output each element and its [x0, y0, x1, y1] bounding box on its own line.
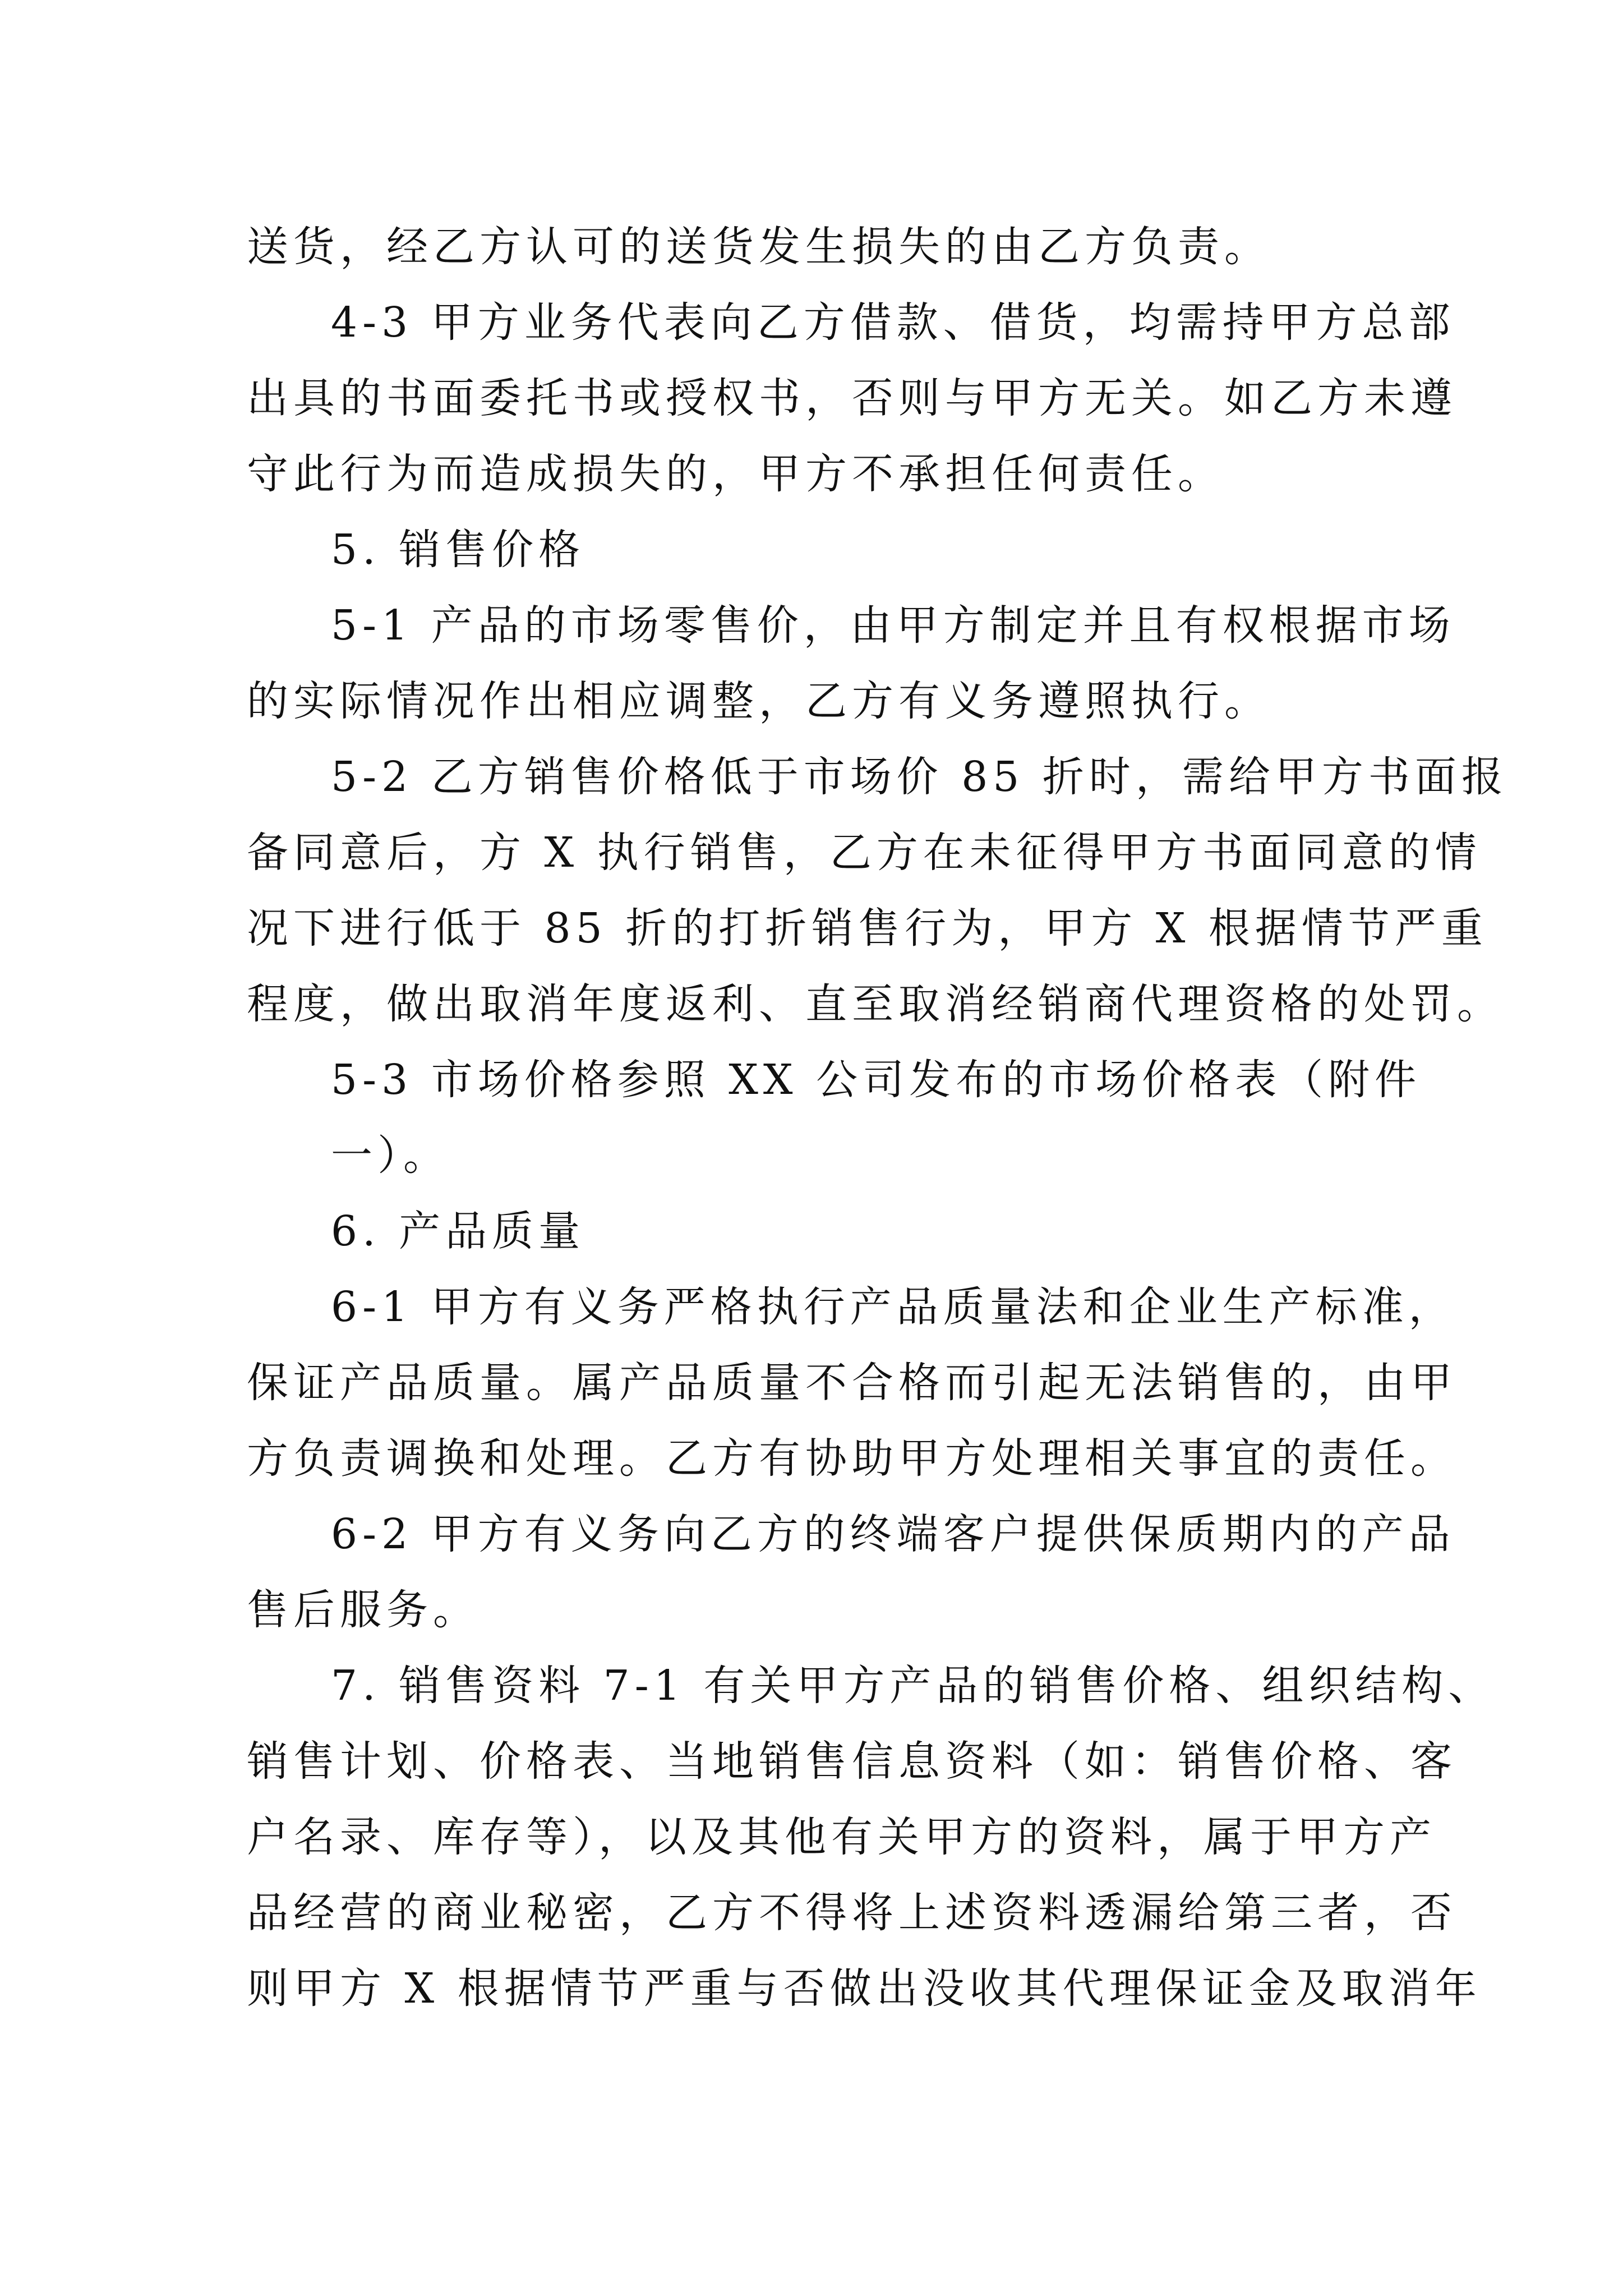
text-line-7: 的实际情况作出相应调整，乙方有义务遵照执行。	[247, 677, 1271, 725]
text-line-17: 方负责调换和处理。乙方有协助甲方处理相关事宜的责任。	[247, 1434, 1457, 1483]
text-line-24: 则甲方 X 根据情节严重与否做出没收其代理保证金及取消年	[247, 1964, 1482, 2013]
text-line-11: 程度，做出取消年度返利、直至取消经销商代理资格的处罚。	[247, 980, 1504, 1028]
text-line-9: 备同意后，方 X 执行销售，乙方在未征得甲方书面同意的情	[247, 829, 1482, 877]
text-line-6: 5-1 产品的市场零售价，由甲方制定并且有权根据市场	[331, 601, 1455, 650]
section-heading-5: 5. 销售价格	[331, 526, 585, 574]
text-line-3: 出具的书面委托书或授权书，否则与甲方无关。如乙方未遵	[247, 374, 1457, 422]
text-line-12: 5-3 市场价格参照 XX 公司发布的市场价格表（附件	[331, 1056, 1422, 1104]
section-heading-7: 7. 销售资料 7-1 有关甲方产品的销售价格、组织结构、	[331, 1662, 1495, 1710]
text-line-18: 6-2 甲方有义务向乙方的终端客户提供保质期内的产品	[331, 1510, 1455, 1558]
text-line-2: 4-3 甲方业务代表向乙方借款、借货，均需持甲方总部	[331, 298, 1455, 347]
text-line-8: 5-2 乙方销售价格低于市场价 85 折时，需给甲方书面报	[331, 753, 1508, 801]
text-line-15: 6-1 甲方有义务严格执行产品质量法和企业生产标准，	[331, 1283, 1455, 1331]
text-line-10: 况下进行低于 85 折的打折销售行为，甲方 X 根据情节严重	[247, 904, 1488, 953]
text-line-19: 售后服务。	[247, 1586, 479, 1634]
text-line-13: 一）。	[331, 1131, 450, 1180]
section-heading-6: 6. 产品质量	[331, 1207, 585, 1255]
text-line-1: 送货，经乙方认可的送货发生损失的由乙方负责。	[247, 223, 1271, 271]
text-line-4: 守此行为而造成损失的，甲方不承担任何责任。	[247, 450, 1224, 498]
text-line-16: 保证产品质量。属产品质量不合格而引起无法销售的，由甲	[247, 1359, 1457, 1407]
text-line-21: 销售计划、价格表、当地销售信息资料（如：销售价格、客	[247, 1737, 1457, 1786]
text-line-23: 品经营的商业秘密，乙方不得将上述资料透漏给第三者，否	[247, 1889, 1457, 1937]
text-line-22: 户名录、库存等），以及其他有关甲方的资料，属于甲方产	[247, 1813, 1436, 1861]
